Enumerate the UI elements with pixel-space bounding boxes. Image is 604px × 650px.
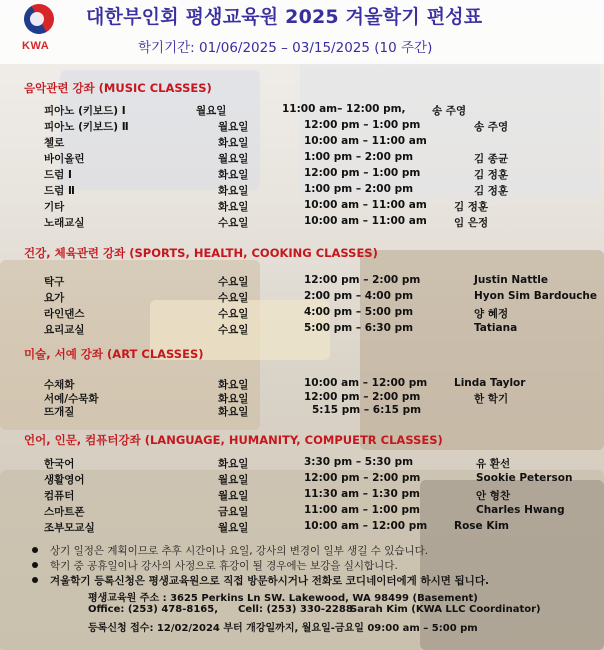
class-time: 12:00 pm – 2:00 pm	[304, 391, 421, 403]
class-time: 1:00 pm – 2:00 pm	[304, 183, 414, 195]
bullet-icon	[32, 577, 38, 583]
class-row	[0, 274, 604, 290]
note-item	[50, 573, 489, 588]
class-row	[0, 472, 604, 488]
class-time: 3:30 pm – 5:30 pm	[304, 456, 414, 468]
class-row	[0, 167, 604, 183]
class-day: 화요일	[218, 137, 249, 149]
cell-phone: Cell: (253) 330-2288	[238, 604, 353, 615]
class-name: 서예/수묵화	[44, 393, 99, 405]
class-name: 스마트폰	[44, 506, 85, 518]
class-row	[0, 135, 604, 151]
class-day: 수요일	[218, 292, 249, 304]
class-time: 2:00 pm – 4:00 pm	[304, 290, 414, 302]
class-teacher: Sookie Peterson	[476, 472, 573, 484]
class-teacher: Linda Taylor	[454, 377, 526, 389]
bullet-icon	[32, 562, 38, 568]
section-title-music: 음악관련 강좌 (MUSIC CLASSES)	[24, 81, 212, 95]
class-name: 피아노 (키보드) Ⅱ	[44, 121, 129, 133]
class-day: 화요일	[218, 169, 249, 181]
class-row	[0, 322, 604, 338]
address-line: 평생교육원 주소 : 3625 Perkins Ln SW. Lakewood, WA 98499 (Basement)	[88, 593, 478, 604]
class-name: 한국어	[44, 458, 75, 470]
class-name: 조부모교실	[44, 522, 95, 534]
class-day: 수요일	[218, 308, 249, 320]
class-day: 화요일	[218, 201, 249, 213]
class-day: 화요일	[218, 406, 249, 418]
class-teacher: 송 주영	[474, 121, 509, 133]
class-row	[0, 456, 604, 472]
coordinator-name: Sarah Kim (KWA LLC Coordinator)	[350, 604, 541, 615]
class-day: 월요일	[218, 474, 249, 486]
class-teacher: 한 학기	[474, 393, 509, 405]
class-teacher: 유 환선	[476, 458, 511, 470]
class-day: 수요일	[218, 276, 249, 288]
logo-text: KWA	[22, 40, 50, 52]
class-name: 요가	[44, 292, 65, 304]
class-row	[0, 290, 604, 306]
class-teacher: Tatiana	[474, 322, 518, 334]
class-day: 월요일	[218, 121, 249, 133]
class-name: 노래교실	[44, 217, 85, 229]
class-time: 10:00 am – 11:00 am	[304, 199, 427, 211]
note-item	[50, 558, 398, 573]
note-text: 겨울학기 등록신청은 평생교육원으로 직접 방문하시거나 전화로 코디네이터에게 하시면 됩니다.	[50, 575, 489, 587]
class-day: 수요일	[218, 324, 249, 336]
registration-period: 등록신청 접수: 12/02/2024 부터 개강일까지, 월요일-금요일 09:00 am – 5:00 pm	[88, 623, 478, 634]
class-day: 월요일	[196, 105, 227, 117]
page-title: 대한부인회 평생교육원 2025 겨울학기 편성표	[86, 6, 483, 28]
kwa-logo	[22, 4, 58, 54]
bullet-icon	[32, 547, 38, 553]
class-teacher: 양 혜정	[474, 308, 509, 320]
class-name: 기타	[44, 201, 65, 213]
class-time: 12:00 pm – 1:00 pm	[304, 119, 421, 131]
class-teacher: 안 형찬	[476, 490, 511, 502]
class-day: 월요일	[218, 153, 249, 165]
class-row	[0, 119, 604, 135]
class-name: 요리교실	[44, 324, 85, 336]
class-day: 화요일	[218, 393, 249, 405]
class-time: 11:30 am – 1:30 pm	[304, 488, 420, 500]
class-row	[0, 183, 604, 199]
class-time: 4:00 pm – 5:00 pm	[304, 306, 414, 318]
class-teacher: 김 정훈	[474, 169, 509, 181]
class-time: 1:00 pm – 2:00 pm	[304, 151, 414, 163]
class-time: 5:00 pm – 6:30 pm	[304, 322, 414, 334]
section-title-art: 미술, 서예 강좌 (ART CLASSES)	[24, 347, 204, 361]
class-name: 수채화	[44, 379, 75, 391]
class-name: 첼로	[44, 137, 65, 149]
note-item	[50, 543, 428, 558]
class-row	[0, 504, 604, 520]
class-name: 생활영어	[44, 474, 85, 486]
class-row	[0, 199, 604, 215]
class-name: 탁구	[44, 276, 65, 288]
class-day: 화요일	[218, 185, 249, 197]
term-period: 학기기간: 01/06/2025 – 03/15/2025 (10 주간)	[138, 40, 433, 56]
class-time: 11:00 am– 12:00 pm,	[282, 103, 406, 115]
class-time: 12:00 pm – 2:00 pm	[304, 274, 421, 286]
class-name: 컴퓨터	[44, 490, 75, 502]
class-teacher: Rose Kim	[454, 520, 510, 532]
class-day: 월요일	[218, 522, 249, 534]
class-name: 드럼 Ⅱ	[44, 185, 75, 197]
class-time: 5:15 pm – 6:15 pm	[312, 404, 422, 416]
note-text: 학기 중 공휴일이나 강사의 사정으로 휴강이 될 경우에는 보강을 실시합니다.	[50, 560, 398, 572]
class-name: 바이올린	[44, 153, 85, 165]
class-time: 10:00 am – 12:00 pm	[304, 520, 428, 532]
class-name: 피아노 (키보드) Ⅰ	[44, 105, 126, 117]
class-teacher: 김 정훈	[454, 201, 489, 213]
class-time: 12:00 pm – 1:00 pm	[304, 167, 421, 179]
class-name: 뜨개질	[44, 406, 75, 418]
class-time: 10:00 am – 11:00 am	[304, 135, 427, 147]
class-time: 10:00 am – 12:00 pm	[304, 377, 428, 389]
class-row	[0, 103, 604, 119]
class-name: 드럼 Ⅰ	[44, 169, 72, 181]
class-day: 월요일	[218, 490, 249, 502]
section-title-language: 언어, 인문, 컴퓨터강좌 (LANGUAGE, HUMANITY, COMPUETR CLASSES)	[24, 433, 443, 447]
class-time: 11:00 am – 1:00 pm	[304, 504, 420, 516]
class-teacher: 임 은정	[454, 217, 489, 229]
class-row	[0, 488, 604, 504]
class-row	[0, 404, 604, 420]
class-row	[0, 520, 604, 536]
class-day: 수요일	[218, 217, 249, 229]
class-day: 화요일	[218, 379, 249, 391]
class-time: 12:00 pm – 2:00 pm	[304, 472, 421, 484]
class-day: 화요일	[218, 458, 249, 470]
class-teacher: Hyon Sim Bardouche	[474, 290, 598, 302]
section-title-sports: 건강, 체육관련 강좌 (SPORTS, HEALTH, COOKING CLASSES)	[24, 246, 378, 260]
note-text: 상기 일정은 계획이므로 추후 시간이나 요일, 강사의 변경이 일부 생길 수 있습니다.	[50, 545, 429, 557]
class-row	[0, 215, 604, 231]
class-teacher: 송 주영	[432, 105, 467, 117]
office-phone: Office: (253) 478-8165,	[88, 604, 218, 615]
class-teacher: Justin Nattle	[474, 274, 549, 286]
class-time: 10:00 am – 11:00 am	[304, 215, 427, 227]
class-teacher: Charles Hwang	[476, 504, 565, 516]
class-row	[0, 151, 604, 167]
class-row	[0, 306, 604, 322]
class-day: 금요일	[218, 506, 249, 518]
logo-swirl	[30, 12, 44, 26]
class-name: 라인댄스	[44, 308, 85, 320]
class-teacher: 김 정훈	[474, 185, 509, 197]
class-teacher: 김 종균	[474, 153, 509, 165]
